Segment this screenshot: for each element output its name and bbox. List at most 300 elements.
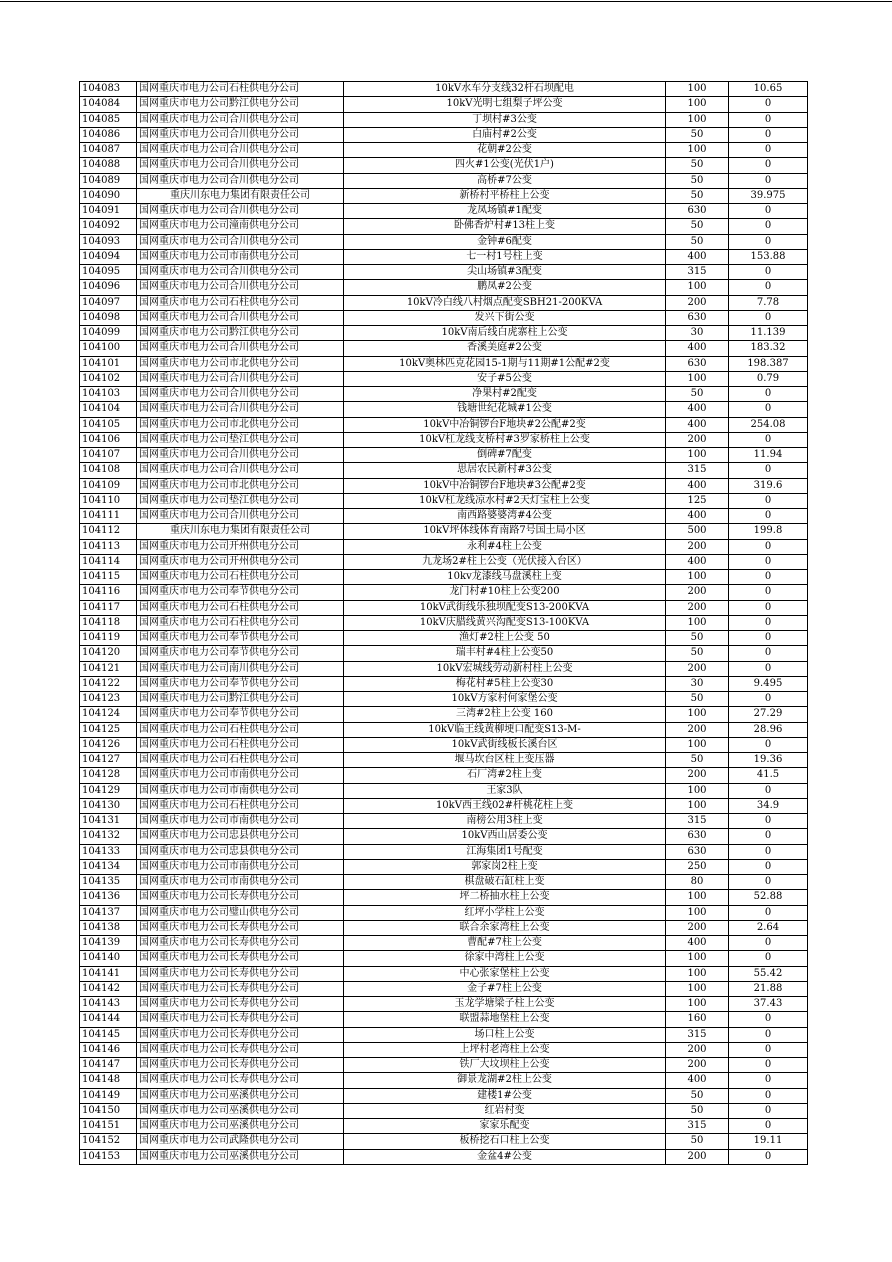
reading-value: 183.32 [729, 341, 808, 356]
capacity-value: 30 [666, 326, 729, 341]
capacity-value: 50 [666, 188, 729, 203]
table-row [80, 219, 808, 234]
company-name: 国网重庆市电力公司市北供电分公司 [137, 478, 344, 493]
transformer-name: 钱塘世纪花城#1公变 [344, 402, 666, 417]
capacity-value: 500 [666, 524, 729, 539]
company-name: 国网重庆市电力公司黔江供电分公司 [137, 326, 344, 341]
company-name: 国网重庆市电力公司巫溪供电分公司 [137, 1088, 344, 1103]
table-row [80, 112, 808, 127]
company-name: 国网重庆市电力公司长寿供电分公司 [137, 1012, 344, 1027]
reading-value: 0 [729, 661, 808, 676]
row-id: 104122 [80, 676, 137, 691]
transformer-name: 卧佛香炉村#13柱上变 [344, 219, 666, 234]
transformer-name: 三湾#2柱上公变 160 [344, 707, 666, 722]
transformer-name: 思居农民新村#3公变 [344, 463, 666, 478]
transformer-name: 七一村1号柱上变 [344, 249, 666, 264]
transformer-name: 中心张家堡柱上公变 [344, 966, 666, 981]
company-name: 国网重庆市电力公司长寿供电分公司 [137, 951, 344, 966]
row-id: 104138 [80, 920, 137, 935]
reading-value: 0 [729, 646, 808, 661]
company-name: 国网重庆市电力公司合川供电分公司 [137, 341, 344, 356]
reading-value: 52.88 [729, 890, 808, 905]
transformer-name: 10kV中冶铜锣台F地块#3公配#2变 [344, 478, 666, 493]
table-row [80, 1119, 808, 1134]
reading-value: 0 [729, 280, 808, 295]
reading-value: 0 [729, 600, 808, 615]
row-id: 104093 [80, 234, 137, 249]
table-row [80, 234, 808, 249]
table-row [80, 82, 808, 97]
transformer-name: 联合余家湾柱上公变 [344, 920, 666, 935]
row-id: 104130 [80, 798, 137, 813]
company-name: 国网重庆市电力公司奉节供电分公司 [137, 631, 344, 646]
reading-value: 11.94 [729, 448, 808, 463]
table-row [80, 814, 808, 829]
table-row [80, 158, 808, 173]
reading-value: 0 [729, 1058, 808, 1073]
table-row [80, 936, 808, 951]
reading-value: 0 [729, 219, 808, 234]
table-row [80, 905, 808, 920]
capacity-value: 50 [666, 646, 729, 661]
transformer-name: 10kV坪体线体育南路7号国土局小区 [344, 524, 666, 539]
company-name: 国网重庆市电力公司武隆供电分公司 [137, 1134, 344, 1149]
row-id: 104088 [80, 158, 137, 173]
row-id: 104124 [80, 707, 137, 722]
table-row [80, 478, 808, 493]
row-id: 104096 [80, 280, 137, 295]
row-id: 104150 [80, 1103, 137, 1118]
capacity-value: 315 [666, 1027, 729, 1042]
company-name: 国网重庆市电力公司长寿供电分公司 [137, 1058, 344, 1073]
company-name: 国网重庆市电力公司奉节供电分公司 [137, 676, 344, 691]
capacity-value: 200 [666, 539, 729, 554]
transformer-name: 南西路婆婆湾#4公变 [344, 509, 666, 524]
row-id: 104144 [80, 1012, 137, 1027]
reading-value: 7.78 [729, 295, 808, 310]
table-row [80, 600, 808, 615]
table-row [80, 676, 808, 691]
row-id: 104107 [80, 448, 137, 463]
row-id: 104116 [80, 585, 137, 600]
reading-value: 0 [729, 1012, 808, 1027]
reading-value: 0 [729, 143, 808, 158]
table-row [80, 585, 808, 600]
transformer-name: 石厂湾#2柱上变 [344, 768, 666, 783]
company-name: 国网重庆市电力公司市南供电分公司 [137, 859, 344, 874]
row-id: 104117 [80, 600, 137, 615]
company-name: 国网重庆市电力公司巫溪供电分公司 [137, 1103, 344, 1118]
table-row [80, 554, 808, 569]
company-name: 国网重庆市电力公司石柱供电分公司 [137, 798, 344, 813]
reading-value: 0 [729, 1088, 808, 1103]
reading-value: 0 [729, 951, 808, 966]
table-row [80, 310, 808, 325]
table-row [80, 387, 808, 402]
company-name: 国网重庆市电力公司黔江供电分公司 [137, 692, 344, 707]
company-name: 国网重庆市电力公司石柱供电分公司 [137, 737, 344, 752]
row-id: 104108 [80, 463, 137, 478]
table-row [80, 188, 808, 203]
table-row [80, 951, 808, 966]
reading-value: 10.65 [729, 82, 808, 97]
reading-value: 153.88 [729, 249, 808, 264]
reading-value: 11.139 [729, 326, 808, 341]
capacity-value: 100 [666, 97, 729, 112]
capacity-value: 80 [666, 875, 729, 890]
table-row [80, 295, 808, 310]
company-name: 国网重庆市电力公司奉节供电分公司 [137, 585, 344, 600]
row-id: 104120 [80, 646, 137, 661]
table-row [80, 326, 808, 341]
transformer-name: 御景龙湖#2柱上公变 [344, 1073, 666, 1088]
capacity-value: 50 [666, 127, 729, 142]
reading-value: 254.08 [729, 417, 808, 432]
company-name: 国网重庆市电力公司忠县供电分公司 [137, 844, 344, 859]
capacity-value: 50 [666, 631, 729, 646]
transformer-name: 王家3队 [344, 783, 666, 798]
row-id: 104145 [80, 1027, 137, 1042]
capacity-value: 200 [666, 1058, 729, 1073]
transformer-name: 10kV武街线乐独坝配变S13-200KVA [344, 600, 666, 615]
reading-value: 0 [729, 493, 808, 508]
transformer-name: 10kV中冶铜锣台F地块#2公配#2变 [344, 417, 666, 432]
capacity-value: 100 [666, 890, 729, 905]
company-name: 国网重庆市电力公司合川供电分公司 [137, 204, 344, 219]
reading-value: 0 [729, 615, 808, 630]
table-row [80, 966, 808, 981]
row-id: 104118 [80, 615, 137, 630]
row-id: 104127 [80, 753, 137, 768]
capacity-value: 100 [666, 371, 729, 386]
reading-value: 27.29 [729, 707, 808, 722]
row-id: 104128 [80, 768, 137, 783]
row-id: 104094 [80, 249, 137, 264]
company-name: 国网重庆市电力公司市北供电分公司 [137, 356, 344, 371]
reading-value: 0 [729, 265, 808, 280]
reading-value: 0 [729, 875, 808, 890]
capacity-value: 30 [666, 676, 729, 691]
reading-value: 0 [729, 570, 808, 585]
transformer-name: 永利#4柱上公变 [344, 539, 666, 554]
transformer-name: 10kV冷白线八村烟点配变SBH21-200KVA [344, 295, 666, 310]
row-id: 104101 [80, 356, 137, 371]
reading-value: 0 [729, 1073, 808, 1088]
company-name: 国网重庆市电力公司合川供电分公司 [137, 509, 344, 524]
capacity-value: 100 [666, 570, 729, 585]
transformer-name: 10kV庆腊线黄兴沟配变S13-100KVA [344, 615, 666, 630]
transformer-name: 10kV南后线白虎寨柱上公变 [344, 326, 666, 341]
row-id: 104131 [80, 814, 137, 829]
table-row [80, 509, 808, 524]
capacity-value: 50 [666, 173, 729, 188]
capacity-value: 400 [666, 341, 729, 356]
row-id: 104114 [80, 554, 137, 569]
table-row [80, 844, 808, 859]
capacity-value: 50 [666, 1134, 729, 1149]
company-name: 国网重庆市电力公司合川供电分公司 [137, 280, 344, 295]
row-id: 104129 [80, 783, 137, 798]
table-row [80, 875, 808, 890]
capacity-value: 315 [666, 463, 729, 478]
capacity-value: 100 [666, 783, 729, 798]
capacity-value: 630 [666, 844, 729, 859]
company-name: 国网重庆市电力公司合川供电分公司 [137, 112, 344, 127]
reading-value: 199.8 [729, 524, 808, 539]
row-id: 104109 [80, 478, 137, 493]
row-id: 104100 [80, 341, 137, 356]
row-id: 104119 [80, 631, 137, 646]
table-row [80, 798, 808, 813]
capacity-value: 315 [666, 265, 729, 280]
capacity-value: 200 [666, 661, 729, 676]
company-name: 国网重庆市电力公司合川供电分公司 [137, 234, 344, 249]
transformer-name: 10kV宏城线劳动新村柱上公变 [344, 661, 666, 676]
reading-value: 0 [729, 539, 808, 554]
table-row [80, 280, 808, 295]
row-id: 104146 [80, 1042, 137, 1057]
company-name: 国网重庆市电力公司黔江供电分公司 [137, 97, 344, 112]
table-row [80, 783, 808, 798]
reading-value: 0 [729, 387, 808, 402]
company-name: 国网重庆市电力公司石柱供电分公司 [137, 615, 344, 630]
transformer-name: 10kV方家村何家堡公变 [344, 692, 666, 707]
transformer-name: 10kV武街线板长溪台区 [344, 737, 666, 752]
transformer-name: 板桥挖石口柱上公变 [344, 1134, 666, 1149]
transformer-name: 梅花村#5柱上公变30 [344, 676, 666, 691]
row-id: 104090 [80, 188, 137, 203]
table-row [80, 981, 808, 996]
reading-value: 0 [729, 737, 808, 752]
company-name: 国网重庆市电力公司市南供电分公司 [137, 814, 344, 829]
table-row [80, 615, 808, 630]
capacity-value: 200 [666, 768, 729, 783]
reading-value: 0 [729, 1119, 808, 1134]
transformer-name: 渔灯#2柱上公变 50 [344, 631, 666, 646]
reading-value: 0 [729, 844, 808, 859]
capacity-value: 400 [666, 1073, 729, 1088]
capacity-value: 315 [666, 814, 729, 829]
company-name: 国网重庆市电力公司长寿供电分公司 [137, 966, 344, 981]
transformer-name: 郭家岗2柱上变 [344, 859, 666, 874]
capacity-value: 630 [666, 829, 729, 844]
transformer-name: 徐家中湾柱上公变 [344, 951, 666, 966]
transformer-name: 尖山场镇#3配变 [344, 265, 666, 280]
transformer-name: 堰马坎台区柱上变压器 [344, 753, 666, 768]
reading-value: 0 [729, 783, 808, 798]
reading-value: 0.79 [729, 371, 808, 386]
reading-value: 41.5 [729, 768, 808, 783]
row-id: 104095 [80, 265, 137, 280]
capacity-value: 100 [666, 905, 729, 920]
row-id: 104123 [80, 692, 137, 707]
capacity-value: 630 [666, 356, 729, 371]
row-id: 104125 [80, 722, 137, 737]
reading-value: 0 [729, 112, 808, 127]
transformer-name: 金子#7柱上公变 [344, 981, 666, 996]
transformer-name: 九龙场2#柱上公变（光伏接入台区） [344, 554, 666, 569]
company-name: 国网重庆市电力公司巫溪供电分公司 [137, 1119, 344, 1134]
reading-value: 9.495 [729, 676, 808, 691]
capacity-value: 100 [666, 280, 729, 295]
company-name: 国网重庆市电力公司开州供电分公司 [137, 539, 344, 554]
transformer-name: 高桥#7公变 [344, 173, 666, 188]
row-id: 104085 [80, 112, 137, 127]
transformer-name: 10kV奥林匹克花园15-1期与11期#1公配#2变 [344, 356, 666, 371]
reading-value: 0 [729, 936, 808, 951]
capacity-value: 315 [666, 1119, 729, 1134]
capacity-value: 200 [666, 585, 729, 600]
capacity-value: 400 [666, 249, 729, 264]
transformer-name: 四火#1公变(光伏1户) [344, 158, 666, 173]
capacity-value: 200 [666, 722, 729, 737]
transformer-name: 瑞丰村#4柱上公变50 [344, 646, 666, 661]
company-name: 国网重庆市电力公司合川供电分公司 [137, 265, 344, 280]
row-id: 104098 [80, 310, 137, 325]
table-row [80, 1073, 808, 1088]
table-row [80, 1149, 808, 1164]
capacity-value: 100 [666, 615, 729, 630]
table-row [80, 204, 808, 219]
capacity-value: 400 [666, 936, 729, 951]
capacity-value: 100 [666, 997, 729, 1012]
row-id: 104140 [80, 951, 137, 966]
table-row [80, 173, 808, 188]
transformer-name: 联盟蒜地堡柱上公变 [344, 1012, 666, 1027]
row-id: 104121 [80, 661, 137, 676]
table-row [80, 737, 808, 752]
reading-value: 0 [729, 1103, 808, 1118]
transformer-name: 曹配#7柱上公变 [344, 936, 666, 951]
row-id: 104103 [80, 387, 137, 402]
reading-value: 0 [729, 692, 808, 707]
company-name: 重庆川东电力集团有限责任公司 [137, 524, 344, 539]
reading-value: 0 [729, 509, 808, 524]
table-row [80, 570, 808, 585]
reading-value: 0 [729, 234, 808, 249]
transformer-name: 建楼1#公变 [344, 1088, 666, 1103]
table-row [80, 1058, 808, 1073]
capacity-value: 200 [666, 600, 729, 615]
table-row [80, 1103, 808, 1118]
transformer-name: 红岩村变 [344, 1103, 666, 1118]
capacity-value: 100 [666, 707, 729, 722]
company-name: 国网重庆市电力公司市南供电分公司 [137, 875, 344, 890]
capacity-value: 50 [666, 692, 729, 707]
company-name: 国网重庆市电力公司巫溪供电分公司 [137, 1149, 344, 1164]
table-row [80, 143, 808, 158]
reading-value: 319.6 [729, 478, 808, 493]
company-name: 国网重庆市电力公司合川供电分公司 [137, 387, 344, 402]
reading-value: 0 [729, 310, 808, 325]
company-name: 国网重庆市电力公司长寿供电分公司 [137, 981, 344, 996]
reading-value: 0 [729, 402, 808, 417]
capacity-value: 400 [666, 417, 729, 432]
transformer-name: 10kV临王线黄柳埂口配变S13-M- [344, 722, 666, 737]
transformer-name: 江海集团1号配变 [344, 844, 666, 859]
reading-value: 0 [729, 1042, 808, 1057]
company-name: 国网重庆市电力公司璧山供电分公司 [137, 905, 344, 920]
capacity-value: 250 [666, 859, 729, 874]
company-name: 国网重庆市电力公司合川供电分公司 [137, 402, 344, 417]
row-id: 104137 [80, 905, 137, 920]
row-id: 104112 [80, 524, 137, 539]
company-name: 国网重庆市电力公司石柱供电分公司 [137, 295, 344, 310]
transformer-name: 新桥村平桥柱上公变 [344, 188, 666, 203]
reading-value: 2.64 [729, 920, 808, 935]
company-name: 重庆川东电力集团有限责任公司 [137, 188, 344, 203]
transformer-name: 场口柱上公变 [344, 1027, 666, 1042]
reading-value: 0 [729, 127, 808, 142]
capacity-value: 50 [666, 219, 729, 234]
table-row [80, 753, 808, 768]
reading-value: 0 [729, 814, 808, 829]
table-row [80, 127, 808, 142]
table-row [80, 631, 808, 646]
capacity-value: 50 [666, 158, 729, 173]
capacity-value: 50 [666, 1103, 729, 1118]
company-name: 国网重庆市电力公司石柱供电分公司 [137, 570, 344, 585]
capacity-value: 125 [666, 493, 729, 508]
company-name: 国网重庆市电力公司合川供电分公司 [137, 463, 344, 478]
company-name: 国网重庆市电力公司长寿供电分公司 [137, 920, 344, 935]
row-id: 104135 [80, 875, 137, 890]
company-name: 国网重庆市电力公司长寿供电分公司 [137, 997, 344, 1012]
reading-value: 19.36 [729, 753, 808, 768]
table-body [80, 82, 808, 1165]
company-name: 国网重庆市电力公司长寿供电分公司 [137, 890, 344, 905]
company-name: 国网重庆市电力公司奉节供电分公司 [137, 707, 344, 722]
transformer-name: 发兴下街公变 [344, 310, 666, 325]
table-row [80, 402, 808, 417]
transformer-name: 红坪小学柱上公变 [344, 905, 666, 920]
capacity-value: 630 [666, 204, 729, 219]
transformer-name: 龙凤场镇#1配变 [344, 204, 666, 219]
capacity-value: 100 [666, 143, 729, 158]
transformer-name: 丁坝村#3公变 [344, 112, 666, 127]
row-id: 104136 [80, 890, 137, 905]
row-id: 104142 [80, 981, 137, 996]
capacity-value: 100 [666, 112, 729, 127]
table-row [80, 661, 808, 676]
row-id: 104091 [80, 204, 137, 219]
capacity-value: 400 [666, 478, 729, 493]
reading-value: 37.43 [729, 997, 808, 1012]
company-name: 国网重庆市电力公司长寿供电分公司 [137, 936, 344, 951]
table-row [80, 432, 808, 447]
company-name: 国网重庆市电力公司市南供电分公司 [137, 768, 344, 783]
table-row [80, 1042, 808, 1057]
transformer-name: 10kV西王线02#杆桃花柱上变 [344, 798, 666, 813]
table-row [80, 829, 808, 844]
row-id: 104092 [80, 219, 137, 234]
company-name: 国网重庆市电力公司开州供电分公司 [137, 554, 344, 569]
table-row [80, 1088, 808, 1103]
capacity-value: 200 [666, 920, 729, 935]
reading-value: 0 [729, 859, 808, 874]
table-row [80, 920, 808, 935]
company-name: 国网重庆市电力公司长寿供电分公司 [137, 1042, 344, 1057]
capacity-value: 100 [666, 448, 729, 463]
company-name: 国网重庆市电力公司忠县供电分公司 [137, 829, 344, 844]
table-row [80, 463, 808, 478]
table-row [80, 707, 808, 722]
row-id: 104113 [80, 539, 137, 554]
page-top-border [0, 1, 892, 2]
table-row [80, 249, 808, 264]
capacity-value: 100 [666, 966, 729, 981]
table-row [80, 539, 808, 554]
